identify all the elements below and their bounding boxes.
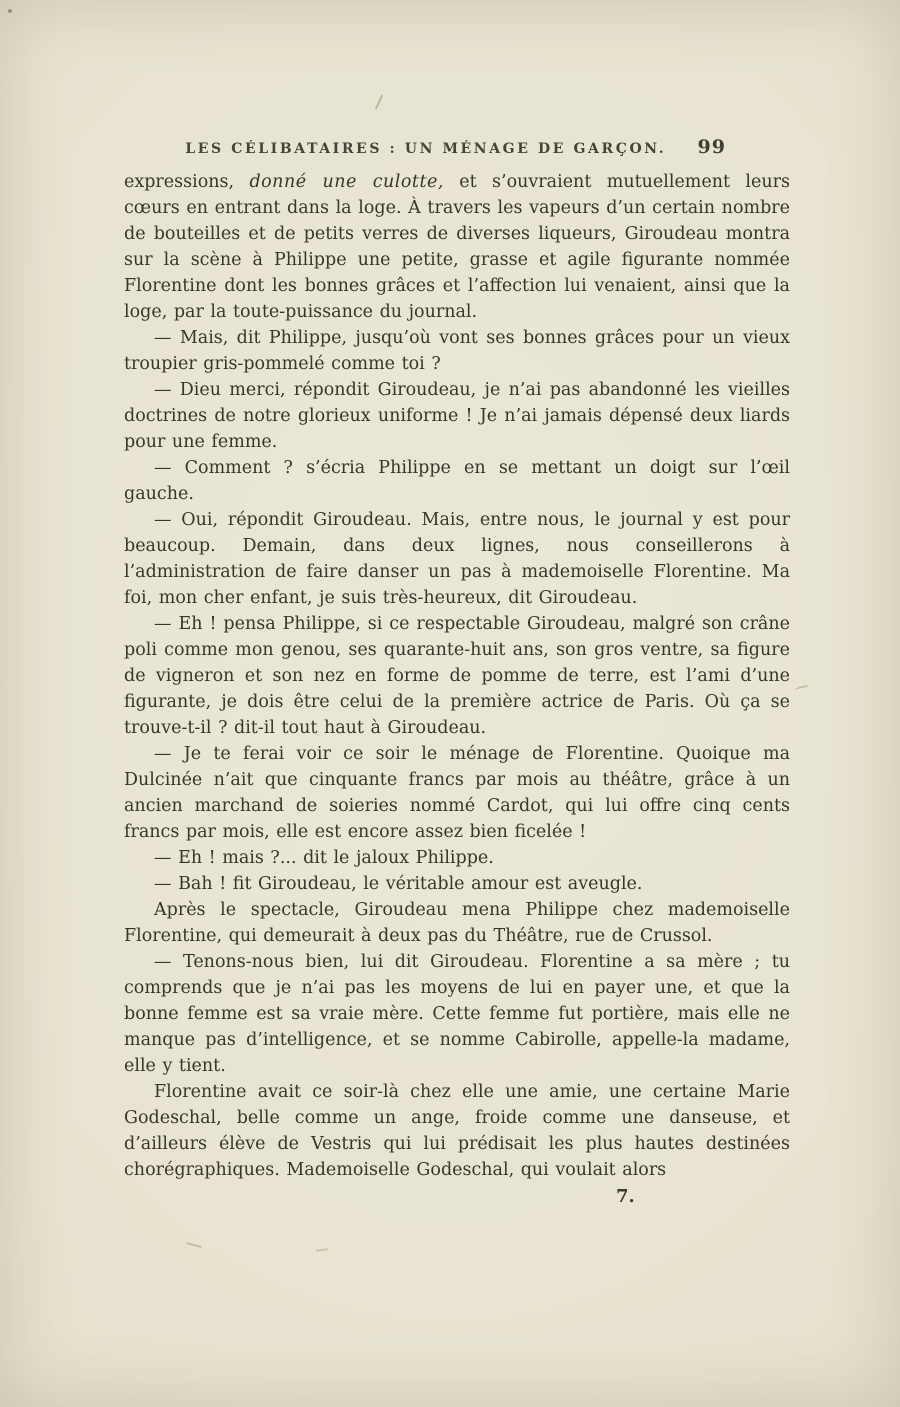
page-number: 99 — [697, 136, 726, 158]
text-column — [124, 136, 790, 1210]
paragraph: Florentine avait ce soir-là chez elle une amie, une certaine Marie Godeschal, belle comme un ange, froide comme une danseuse, et d’ailleurs élève de Vestris qui lui prédisait les plus hautes destinées chorégraphiques. Mademoiselle Godeschal, qui voulait alors — [124, 1082, 790, 1180]
paragraph-italic-phrase: donné une culotte, — [249, 172, 444, 192]
paragraph: — Eh ! mais ?... dit le jaloux Philippe. — [154, 848, 494, 868]
paragraph: — Dieu merci, répondit Giroudeau, je n’ai pas abandonné les vieilles doctrines de notre glorieux uniforme ! Je n’ai jamais dépensé deux liards pour une femme. — [124, 380, 790, 452]
scan-artifact-right-margin — [795, 685, 810, 693]
scan-artifact-top — [375, 94, 383, 109]
scan-artifact-bottom-center — [316, 1248, 328, 1252]
paragraph: — Comment ? s’écria Philippe en se mettant un doigt sur l’œil gauche. — [124, 458, 790, 504]
running-header — [124, 136, 790, 158]
paragraph: — Tenons-nous bien, lui dit Giroudeau. Florentine a sa mère ; tu comprends que je n’ai pas les moyens de lui en payer une, et que la bonne femme est sa vraie mère. Cette femme fut portière, mais elle ne manque pas d’intelligence, et se nomme Cabirolle, appelle-la madame, elle y tient. — [124, 952, 790, 1076]
paragraph-text: et s’ouvraient mutuellement leurs cœurs en entrant dans la loge. À travers les vapeurs d’un certain nombre de bouteilles et de petits verres de diverses liqueurs, Giroudeau montra sur la scène à Philippe une petite, grasse et agile figurante nommée Florentine dont les bonnes grâces et l’affection lui venaient, ainsi que la loge, par la toute-puissance du journal. — [124, 172, 790, 322]
paragraph: — Oui, répondit Giroudeau. Mais, entre nous, le journal y est pour beaucoup. Demain, dans deux lignes, nous conseillerons à l’administration de faire danser un pas à mademoiselle Florentine. Ma foi, mon cher enfant, je suis très-heureux, dit Giroudeau. — [124, 510, 790, 608]
paragraph: — Mais, dit Philippe, jusqu’où vont ses bonnes grâces pour un vieux troupier gris-pommelé comme toi ? — [124, 328, 790, 374]
paragraph: — Je te ferai voir ce soir le ménage de Florentine. Quoique ma Dulcinée n’ait que cinquante francs par mois au théâtre, grâce à un ancien marchand de soieries nommé Cardot, qui lui offre cinq cents francs par mois, elle est encore assez bien ficelée ! — [124, 744, 790, 842]
scan-speck — [8, 9, 12, 13]
paragraph — [124, 169, 790, 325]
paragraph: — Eh ! pensa Philippe, si ce respectable Giroudeau, malgré son crâne poli comme mon genou, ses quarante-huit ans, son gros ventre, sa figure de vigneron et son nez en forme de pomme de terre, est l’ami d’une figurante, je dois être celui de la première actrice de Paris. Où ça se trouve-t-il ? dit-il tout haut à Giroudeau. — [124, 614, 790, 738]
paragraph: Après le spectacle, Giroudeau mena Philippe chez mademoiselle Florentine, qui demeurait à deux pas du Théâtre, rue de Crussol. — [124, 900, 790, 946]
running-title: LES CÉLIBATAIRES : UN MÉNAGE DE GARÇON. — [185, 141, 667, 157]
paragraph: — Bah ! fit Giroudeau, le véritable amour est aveugle. — [154, 874, 643, 894]
scan-artifact-bottom-left — [186, 1242, 202, 1248]
body-text — [124, 169, 790, 1210]
signature-mark: 7. — [616, 1186, 635, 1207]
paragraph-text: expressions, — [124, 172, 250, 192]
